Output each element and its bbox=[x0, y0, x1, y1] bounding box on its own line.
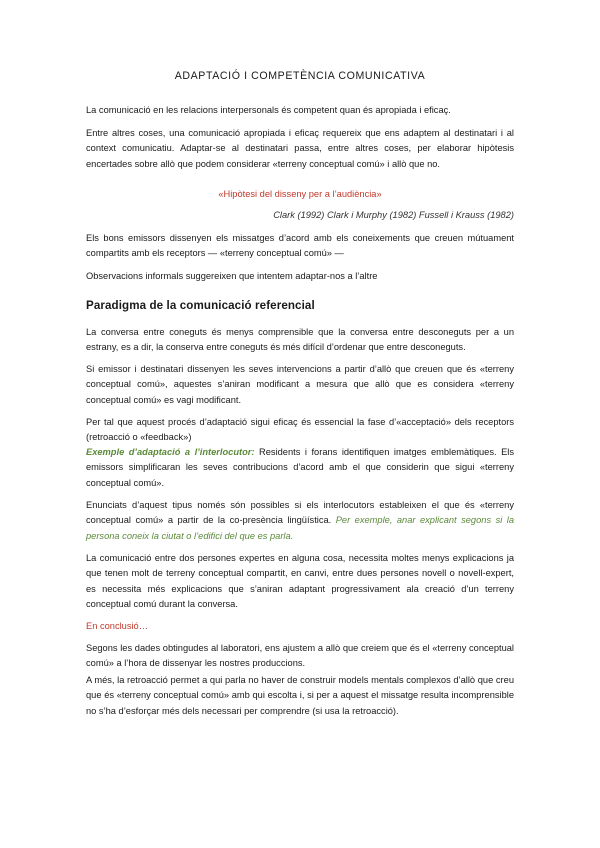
section-heading: Paradigma de la comunicació referencial bbox=[86, 299, 315, 312]
co-presence-text: Enunciats d’aquest tipus només són possibles si els interlocutors estableixen el que és «terreny conceptual comú» a partir de la co-presència lingüística. bbox=[86, 500, 514, 526]
example-label: Exemple d’adaptació a l’interlocutor: bbox=[86, 447, 255, 457]
hypothesis-title: «Hipòtesi del disseny per a l’audiència» bbox=[218, 189, 382, 199]
intro-paragraph: La comunicació en les relacions interpersonals és competent quan és apropiada i eficaç. bbox=[86, 105, 451, 115]
common-ground-paragraph: Si emissor i destinatari dissenyen les seves intervencions a partir d’allò que creuen que és «terreny conceptual comú», aquestes s’aniran modificant a mesura que allò que es considera «terreny conceptual comú» es vagi modificant. bbox=[86, 364, 514, 405]
conclusion-label: En conclusió… bbox=[86, 621, 149, 631]
co-presence-paragraph bbox=[86, 498, 514, 544]
page-title: ADAPTACIÓ I COMPETÈNCIA COMUNICATIVA bbox=[174, 70, 426, 82]
good-emitters-paragraph: Els bons emissors dissenyen els missatges d’acord amb els coneixements que creuen mútuament compartits amb els receptors — «terreny conceptual comú» — bbox=[86, 233, 514, 259]
laboratory-paragraph: Segons les dades obtingudes al laboratori, ens ajustem a allò que creiem que és el «terreny conceptual comú» a l’hora de dissenyar les nostres produccions. bbox=[86, 643, 514, 669]
experts-paragraph: La comunicació entre dos persones expertes en alguna cosa, necessita moltes menys explicacions ja que tenen molt de terreny conceptual compartit, en canvi, entre dues persones novell o novell-expert, es necessita més explicacions que s’aniran adaptant progressivament ala creació d’un terreny conceptual comú durant la conversa. bbox=[86, 553, 514, 609]
references-line: Clark (1992) Clark i Murphy (1982) Fussell i Krauss (1982) bbox=[273, 210, 514, 220]
adaptation-paragraph: Entre altres coses, una comunicació apropiada i eficaç requereix que ens adaptem al destinatari i al context comunicatiu. Adaptar-se al destinatari passa, entre altres coses, per elaborar hipòtesis encertades sobre allò que podem considerar «terreny conceptual comú» i allò que no. bbox=[86, 128, 514, 169]
informal-observations-paragraph: Observacions informals suggereixen que intentem adaptar-nos a l’altre bbox=[86, 271, 378, 281]
feedback-paragraph: A més, la retroacció permet a qui parla no haver de construir models mentals complexos d’allò que creu que és «terreny conceptual comú» amb qui escolta i, si per a aquest el missatge resulta incomprensible no s’ha d’esforçar més dels necessari per comprendre (si usa la retroacció). bbox=[86, 675, 514, 716]
co-presence-example: Per exemple, anar explicant segons si la persona coneix la ciutat o l’edifici del que es parla. bbox=[86, 515, 514, 541]
example-paragraph bbox=[86, 445, 514, 491]
example-text: Residents i forans identifiquen imatges emblemàtiques. Els emissors simplificaran les seves contribucions d’acord amb el que considerin que sigui «terreny conceptual comú». bbox=[86, 447, 515, 488]
acceptance-paragraph: Per tal que aquest procés d’adaptació sigui eficaç és essencial la fase d’«acceptació» dels receptors (retroacció o «feedback») bbox=[86, 417, 514, 443]
acquaintances-paragraph: La conversa entre coneguts és menys comprensible que la conversa entre desconeguts per a un estrany, es a dir, la conserva entre coneguts és més difícil d’ordenar que entre desconeguts. bbox=[86, 327, 514, 353]
